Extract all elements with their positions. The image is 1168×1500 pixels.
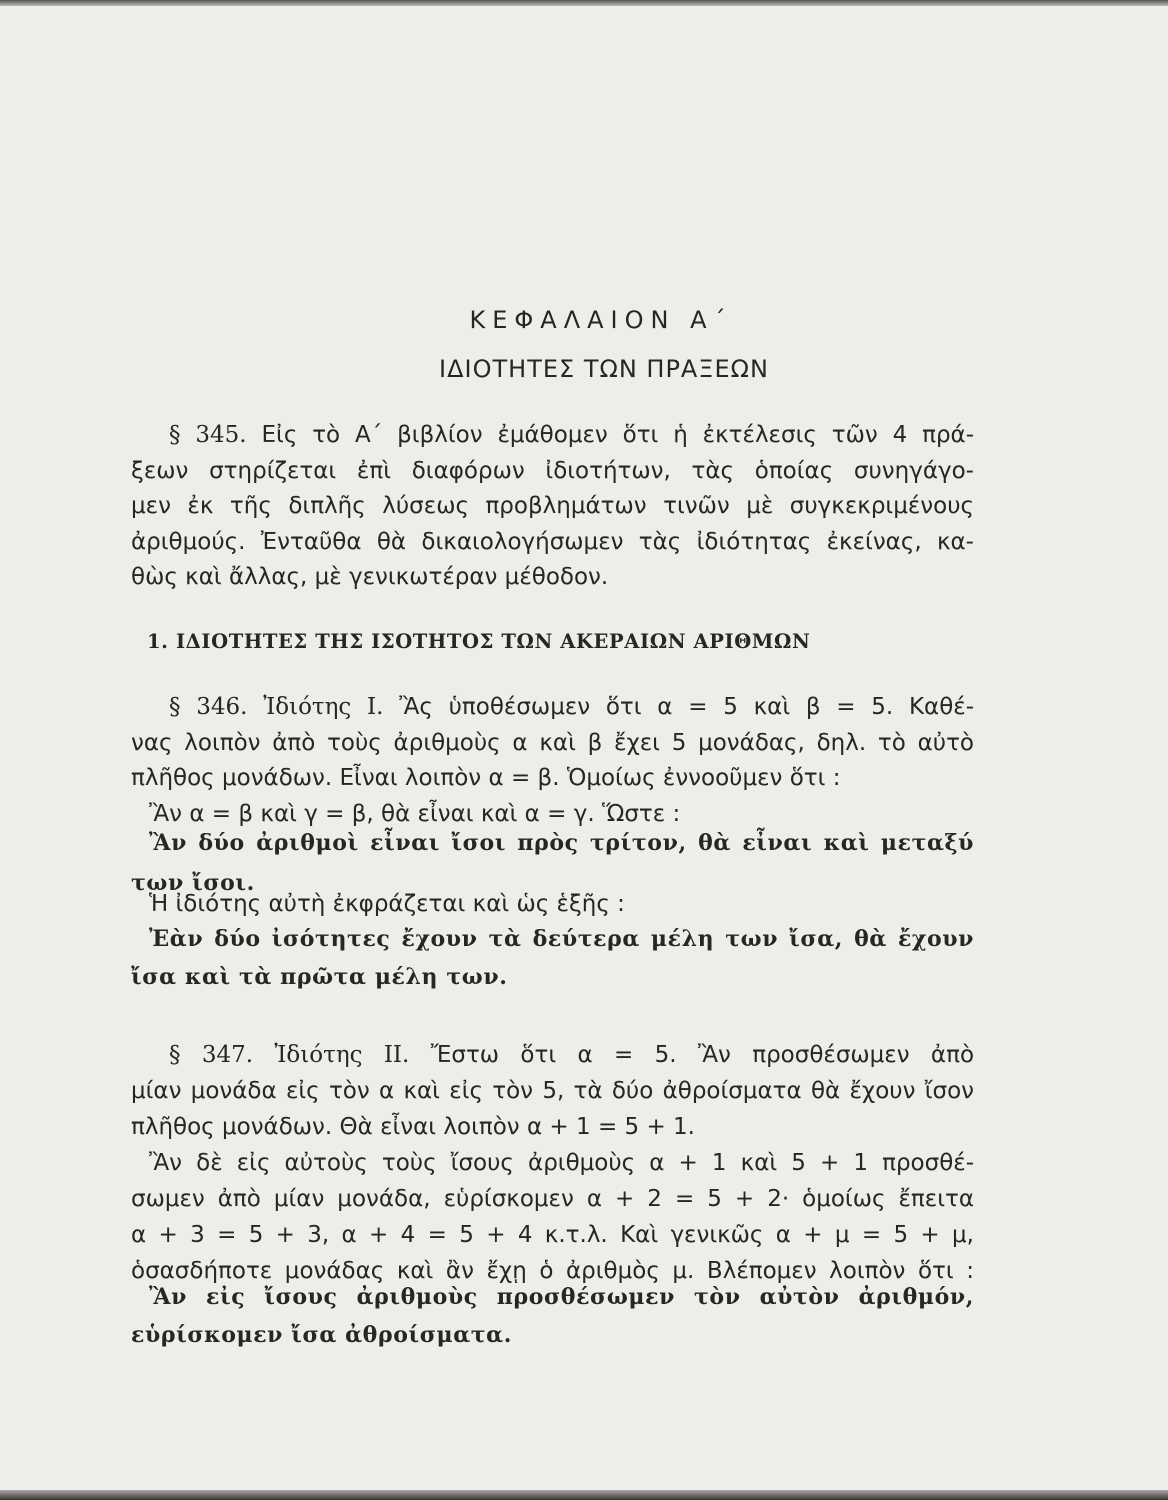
rule-2 xyxy=(131,920,974,996)
paragraph-line: ξεων στηρίζεται ἐπὶ διαφόρων ἰδιοτήτων, τὰς ὁποίας συνηγάγο- xyxy=(131,457,974,484)
paragraph-line: § 345. Εἰς τὸ Α΄ βιβλίον ἐμάθομεν ὅτι ἡ ἐκτέλεσις τῶν 4 πρά- xyxy=(169,422,974,448)
scan-bottom-edge xyxy=(0,1490,1168,1500)
rule-line: εὑρίσκομεν ἴσα ἀθροίσματα. xyxy=(131,1322,512,1348)
paragraph-line: ὁσασδήποτε μονάδας καὶ ἂν ἔχῃ ὁ ἀριθμὸς μ. Βλέπομεν λοιπὸν ὅτι : xyxy=(131,1258,974,1284)
paragraph-line: μίαν μονάδα εἰς τὸν α καὶ εἰς τὸν 5, τὰ δύο ἀθροίσματα θὰ ἔχουν ἴσον xyxy=(131,1078,974,1104)
paragraph-line: νας λοιπὸν ἀπὸ τοὺς ἀριθμοὺς α καὶ β ἔχει 5 μονάδας, δηλ. τὸ αὐτὸ xyxy=(131,729,974,756)
rule-3 xyxy=(131,1278,974,1354)
paragraph-line: § 347. Ἰδιότης II. Ἔστω ὅτι α = 5. Ἂν προσθέσωμεν ἀπὸ xyxy=(169,1042,975,1068)
paragraph-line: ἀριθμούς. Ἐνταῦθα θὰ δικαιολογήσωμεν τὰς ἰδιότητας ἐκείνας, κα- xyxy=(131,528,974,555)
paragraph-line: § 346. Ἰδιότης I. Ἂς ὑποθέσωμεν ὅτι α = 5 καὶ β = 5. Καθέ- xyxy=(169,694,975,720)
paragraph-line: α + 3 = 5 + 3, α + 4 = 5 + 4 κ.τ.λ. Καὶ γενικῶς α + μ = 5 + μ, xyxy=(131,1222,974,1248)
section-number: § 345. xyxy=(169,422,247,448)
rule-line: Ἂν δύο ἀριθμοὶ εἶναι ἴσοι πρὸς τρίτον, θὰ εἶναι καὶ μεταξύ xyxy=(149,830,974,856)
rule-line: Ἐὰν δύο ἰσότητες ἔχουν τὰ δεύτερα μέλη των ἴσα, θὰ ἔχουν xyxy=(149,926,974,952)
paragraph-line: πλῆθος μονάδων. Θὰ εἶναι λοιπὸν α + 1 = 5 + 1. xyxy=(131,1114,695,1140)
rule-line: ἴσα καὶ τὰ πρῶτα μέλη των. xyxy=(131,964,508,990)
paragraph-line: Ἂν δὲ εἰς αὐτοὺς τοὺς ἴσους ἀριθμοὺς α + 1 καὶ 5 + 1 προσθέ- xyxy=(149,1150,974,1176)
rule-line: των ἴσοι. xyxy=(131,870,255,896)
section-346 xyxy=(131,690,974,832)
paragraph-line: Ἡ ἰδιότης αὐτὴ ἐκφράζεται καὶ ὡς ἑξῆς : xyxy=(149,891,625,917)
chapter-title: ΚΕΦΑΛΑΙΟΝ Α΄ xyxy=(469,306,733,334)
paragraph-line: σωμεν ἀπὸ μίαν μονάδα, εὑρίσκομεν α + 2 = 5 + 2· ὁμοίως ἔπειτα xyxy=(131,1186,974,1212)
section-347 xyxy=(131,1037,974,1289)
rule-line: Ἂν εἰς ἴσους ἀριθμοὺς προσθέσωμεν τὸν αὐτὸν ἀριθμόν, xyxy=(149,1284,974,1310)
chapter-subtitle: ΙΔΙΟΤΗΤΕΣ ΤΩΝ ΠΡΑΞΕΩΝ xyxy=(439,355,769,383)
scan-top-edge xyxy=(0,0,1168,6)
paragraph-line: Ἂν α = β καὶ γ = β, θὰ εἶναι καὶ α = γ. Ὥστε : xyxy=(149,800,681,827)
section-345 xyxy=(131,418,974,596)
paragraph-line: θὼς καὶ ἄλλας, μὲ γενικωτέραν μέθοδον. xyxy=(131,564,609,590)
section-number: § 347. xyxy=(169,1042,254,1068)
paragraph-line: μεν ἐκ τῆς διπλῆς λύσεως προβλημάτων τινῶν μὲ συγκεκριμένους xyxy=(131,493,974,519)
section-heading: 1. ΙΔΙΟΤΗΤΕΣ ΤΗΣ ΙΣΟΤΗΤΟΣ ΤΩΝ ΑΚΕΡΑΙΩΝ ΑΡΙΘΜΩΝ xyxy=(147,630,811,653)
section-number: § 346. xyxy=(169,694,248,720)
alt-statement xyxy=(131,887,974,923)
paragraph-line: πλῆθος μονάδων. Εἶναι λοιπὸν α = β. Ὁμοίως ἐννοοῦμεν ὅτι : xyxy=(131,765,841,791)
property-name: Ἰδιότης I. xyxy=(263,694,384,720)
property-name: Ἰδιότης II. xyxy=(274,1042,410,1068)
